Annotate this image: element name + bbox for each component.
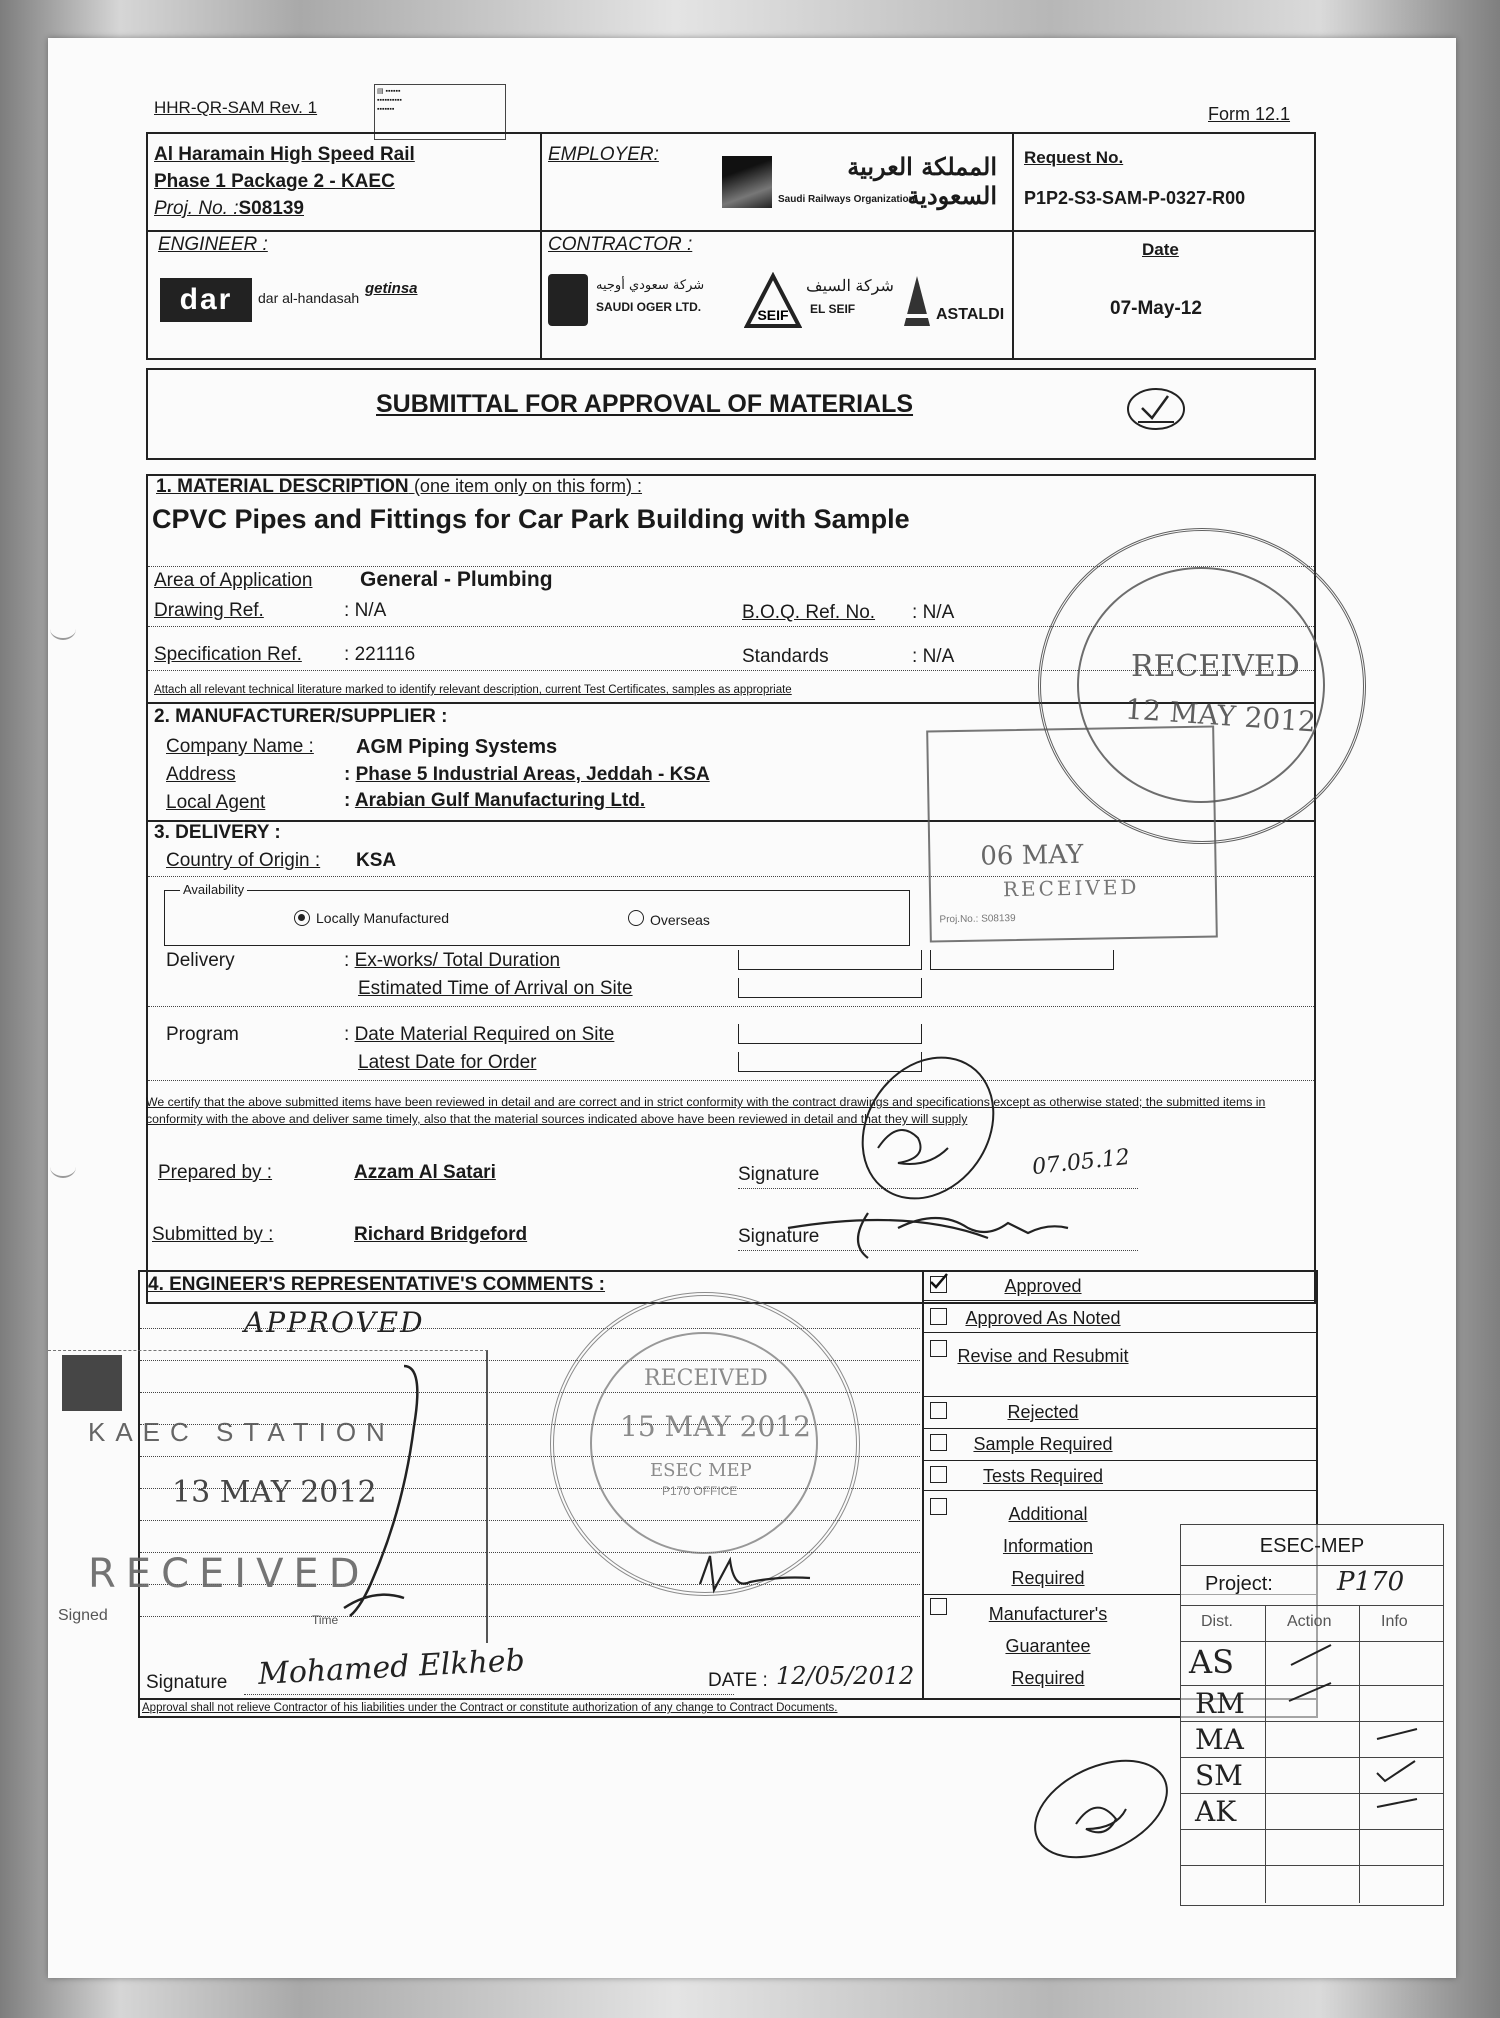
astaldi-logo-mark xyxy=(900,274,934,328)
received-stamp-2-date: 06 MAY xyxy=(980,839,1084,872)
company-label: Company Name : xyxy=(166,736,314,757)
dar-logo-mark: dar xyxy=(160,278,252,322)
header-row-divider xyxy=(146,230,1316,232)
spec-label: Specification Ref. xyxy=(154,644,302,665)
kaec-time-label: Time xyxy=(312,1613,339,1627)
certification-text: We certify that the above submitted items have been reviewed in detail and are correct and in strict conformity with the contract drawings and specifications except as otherwise stated; the submitted items in conformity with the above and deliver same timely, also that the material sources indicated above have been reviewed in detail and that they will supply xyxy=(146,1095,1266,1126)
col-action: Action xyxy=(1287,1613,1332,1630)
kaec-received: RECEIVED xyxy=(88,1551,370,1597)
oval-initials xyxy=(1026,1754,1176,1864)
engineer-label: ENGINEER : xyxy=(158,234,268,255)
section2-heading: 2. MANUFACTURER/SUPPLIER : xyxy=(154,706,448,727)
submitted-name: Richard Bridgeford xyxy=(354,1224,528,1245)
delivery-rule xyxy=(148,1006,1314,1007)
received-stamp-3-text: RECEIVED xyxy=(644,1366,768,1391)
mini-stamp: ▤ ▪▪▪▪▪▪ ▪▪▪▪▪▪▪▪▪▪ ▪▪▪▪▪▪▪ xyxy=(374,84,506,140)
exworks-field[interactable] xyxy=(738,950,922,970)
form-sheet xyxy=(48,38,1456,1978)
engineer-signature-label: Signature xyxy=(146,1672,228,1693)
request-date: 07-May-12 xyxy=(1110,298,1202,319)
header-divider-2 xyxy=(1012,132,1014,360)
col-dist: Dist. xyxy=(1201,1613,1233,1630)
el-seif-logo-text: EL SEIF xyxy=(810,302,856,316)
section4-divider xyxy=(922,1270,924,1698)
guarantee-label: Manufacturer's Guarantee Required xyxy=(988,1604,1108,1688)
header-divider-1 xyxy=(540,132,542,360)
agent-value: : Arabian Gulf Manufacturing Ltd. xyxy=(344,790,646,811)
received-stamp-3-date: 15 MAY 2012 xyxy=(620,1410,811,1443)
received-stamp-1-text: RECEIVED xyxy=(1131,649,1300,684)
standards-label: Standards xyxy=(742,646,829,667)
guarantee-checkbox[interactable] xyxy=(930,1598,947,1615)
col-info: Info xyxy=(1381,1613,1408,1630)
saudi-oger-logo-text: SAUDI OGER LTD. xyxy=(596,300,702,314)
company-value: AGM Piping Systems xyxy=(356,736,558,758)
spec-value: : 221116 xyxy=(344,644,416,665)
origin-label: Country of Origin : xyxy=(166,850,321,871)
kaec-logo xyxy=(62,1355,122,1411)
signatures-drawing xyxy=(728,1028,1168,1288)
drawing-value-text: N/A xyxy=(354,600,387,621)
sample-required-label: Sample Required xyxy=(973,1434,1113,1454)
origin-value: KSA xyxy=(356,850,397,871)
received-stamp-1-date: 12 MAY 2012 xyxy=(1124,692,1317,739)
received-stamp-3-office: P170 OFFICE xyxy=(662,1484,738,1498)
received-stamp-2 xyxy=(926,726,1218,943)
agent-label: Local Agent xyxy=(166,792,266,813)
opt-overseas-label: Overseas xyxy=(650,912,710,928)
area-label: Area of Application xyxy=(154,570,313,591)
delivery-label: Delivery xyxy=(166,950,235,971)
distribution-ticks xyxy=(1181,1525,1443,1905)
boq-value: : N/A xyxy=(912,602,955,623)
astaldi-logo xyxy=(900,274,1010,332)
approved-label: Approved xyxy=(1004,1276,1082,1296)
standards-value-text: N/A xyxy=(922,646,955,667)
el-seif-logo-arabic: شركة السيف xyxy=(806,278,894,295)
eta-field[interactable] xyxy=(738,978,922,998)
section4-heading: 4. ENGINEER'S REPRESENTATIVE'S COMMENTS : xyxy=(148,1274,606,1295)
received-stamp-3-org: ESEC MEP xyxy=(650,1460,752,1481)
engineer-initials xyxy=(688,1544,868,1604)
engineer-date-label: DATE : xyxy=(708,1670,768,1691)
section1-heading xyxy=(156,476,642,498)
address-value: : Phase 5 Industrial Areas, Jeddah - KSA xyxy=(344,764,710,785)
address-label: Address xyxy=(166,764,236,785)
dar-logo-text: dar al-handasah xyxy=(258,290,360,306)
distribution-project-label: Project: xyxy=(1205,1573,1273,1595)
distribution-title: ESEC-MEP xyxy=(1259,1535,1365,1557)
standards-value: : N/A xyxy=(912,646,955,667)
availability-label: Availability xyxy=(180,882,247,897)
opt-locally-label: Locally Manufactured xyxy=(316,910,450,926)
agent-value-text: Arabian Gulf Manufacturing Ltd. xyxy=(354,790,646,811)
approval-disclaimer: Approval shall not relieve Contractor of his liabilities under the Contract or constitute authorization of any change to Contract Documents. xyxy=(142,1702,838,1714)
kaec-signed-label: Signed xyxy=(58,1607,108,1624)
project-line-2: Phase 1 Package 2 - KAEC xyxy=(154,171,395,192)
date-label: Date xyxy=(1142,240,1179,259)
radio-locally-manufactured[interactable] xyxy=(294,910,310,926)
prepared-label: Prepared by : xyxy=(158,1162,273,1183)
dist-row-rm: RM xyxy=(1195,1687,1245,1720)
exworks-label: : Ex-works/ Total Duration xyxy=(344,950,561,971)
duration-field[interactable] xyxy=(930,950,1114,970)
prepared-signature-label: Signature xyxy=(738,1164,820,1185)
kaec-date: 13 MAY 2012 xyxy=(172,1475,377,1510)
employer-logo xyxy=(722,150,997,218)
engineer-signature: Mohamed Elkheb xyxy=(257,1643,526,1692)
punch-hole-bottom xyxy=(50,1156,76,1178)
employer-logo-text: Saudi Railways Organization xyxy=(778,194,915,205)
contractor-label: CONTRACTOR : xyxy=(548,234,693,255)
option-rule-4 xyxy=(924,1428,1316,1429)
program-label: Program xyxy=(166,1024,239,1045)
engineer-signature-line xyxy=(244,1694,734,1695)
distribution-project: P170 xyxy=(1337,1567,1405,1597)
eta-label: Estimated Time of Arrival on Site xyxy=(358,978,633,999)
handwritten-approved: APPROVED xyxy=(244,1306,425,1339)
el-seif-logo-mark xyxy=(744,272,802,330)
option-rule-2 xyxy=(924,1332,1316,1333)
order-label: Latest Date for Order xyxy=(358,1052,537,1073)
exworks-label-text: Ex-works/ Total Duration xyxy=(354,950,561,971)
saudi-oger-logo xyxy=(548,274,738,330)
submitted-signature-label: Signature xyxy=(738,1226,820,1247)
submitted-label: Submitted by : xyxy=(152,1224,274,1245)
punch-hole-top xyxy=(50,618,76,640)
tests-required-label: Tests Required xyxy=(982,1466,1104,1486)
drawing-value: : N/A xyxy=(344,600,387,621)
required-label: : Date Material Required on Site xyxy=(344,1024,615,1045)
prepared-name: Azzam Al Satari xyxy=(354,1162,496,1183)
engineer-date: 12/05/2012 xyxy=(776,1662,915,1690)
getinsa-logo-text: getinsa xyxy=(365,280,418,297)
proj-no xyxy=(154,198,304,220)
project-line-1: Al Haramain High Speed Rail xyxy=(154,144,415,165)
dist-row-sm: SM xyxy=(1195,1759,1243,1792)
section4-footer-rule xyxy=(138,1698,1318,1700)
option-rule-5 xyxy=(924,1460,1316,1461)
employer-label: EMPLOYER: xyxy=(548,144,659,165)
astaldi-logo-text: ASTALDI xyxy=(936,306,1005,323)
option-rule-1 xyxy=(924,1300,1316,1301)
availability-box xyxy=(164,890,910,946)
approved-as-noted-label: Approved As Noted xyxy=(965,1308,1121,1328)
employer-logo-arabic: المملكة العربية السعودية xyxy=(847,152,997,210)
doc-ref: HHR-QR-SAM Rev. 1 xyxy=(154,98,318,117)
material-description: CPVC Pipes and Fittings for Car Park Building with Sample xyxy=(152,504,910,534)
saudi-oger-logo-mark xyxy=(548,274,588,326)
additional-info-checkbox[interactable] xyxy=(930,1498,947,1515)
section1-heading-title: 1. MATERIAL DESCRIPTION xyxy=(156,476,409,497)
drawing-label: Drawing Ref. xyxy=(154,600,264,621)
checkmark-icon xyxy=(1124,384,1188,434)
boq-value-text: N/A xyxy=(922,602,955,623)
dist-row-ak: AK xyxy=(1195,1795,1237,1828)
section1-heading-note: (one item only on this form) : xyxy=(413,476,643,496)
radio-selected-dot xyxy=(298,914,305,921)
address-value-text: Phase 5 Industrial Areas, Jeddah - KSA xyxy=(355,764,710,785)
required-label-text: Date Material Required on Site xyxy=(354,1024,615,1045)
option-rule-6 xyxy=(924,1490,1316,1491)
handwritten-date: 07.05.12 xyxy=(1030,1144,1132,1181)
distribution-table xyxy=(1180,1524,1444,1906)
request-no-label: Request No. xyxy=(1024,148,1124,167)
rejected-label: Rejected xyxy=(1007,1402,1079,1422)
boq-label: B.O.Q. Ref. No. xyxy=(742,602,876,623)
dist-row-ma: MA xyxy=(1195,1723,1244,1756)
kaec-org: KAEC STATION xyxy=(88,1417,395,1447)
request-no: P1P2-S3-SAM-P-0327-R00 xyxy=(1024,188,1246,208)
el-seif-logo xyxy=(744,272,894,330)
area-value: General - Plumbing xyxy=(360,568,553,591)
section3-heading: 3. DELIVERY : xyxy=(154,822,281,843)
received-stamp-2-footer: Proj.No.: S08139 xyxy=(939,912,1016,926)
spec-value-text: 221116 xyxy=(354,644,416,665)
additional-info-label: Additional Information Required xyxy=(1002,1504,1094,1588)
svg-text:SEIF: SEIF xyxy=(757,307,789,323)
dar-logo xyxy=(160,276,430,326)
kaec-signature xyxy=(284,1358,484,1658)
dist-row-as: AS xyxy=(1189,1643,1235,1681)
form-number: Form 12.1 xyxy=(1208,104,1291,124)
form-title: SUBMITTAL FOR APPROVAL OF MATERIALS xyxy=(376,390,914,418)
option-rule-3 xyxy=(924,1396,1316,1397)
radio-overseas[interactable] xyxy=(628,910,644,926)
proj-no-label: Proj. No. : xyxy=(154,198,239,219)
employer-logo-mark xyxy=(722,156,772,208)
revise-resubmit-label: Revise and Resubmit xyxy=(957,1346,1129,1366)
attach-note: Attach all relevant technical literature marked to identify relevant description, current Test Certificates, samples as appropriate xyxy=(154,684,792,696)
proj-no-value: S08139 xyxy=(238,198,304,219)
received-stamp-2-text: RECEIVED xyxy=(1002,874,1140,902)
saudi-oger-logo-arabic: شركة سعودي أوجيه xyxy=(596,278,705,293)
